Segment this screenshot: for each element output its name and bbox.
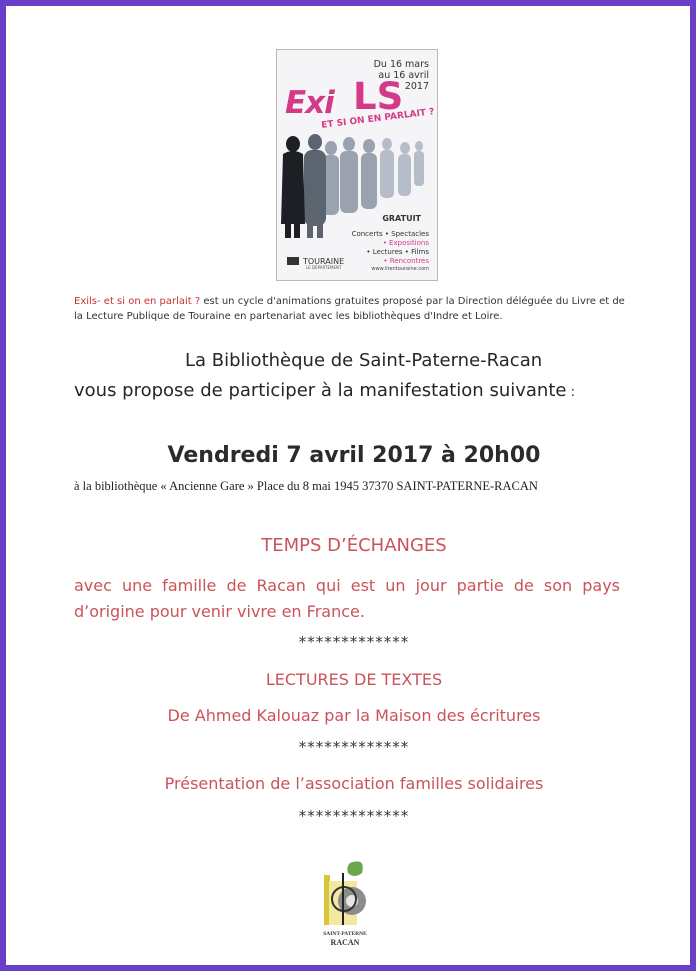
event-date: Vendredi 7 avril 2017 à 20h00	[167, 443, 541, 468]
touraine-mark-icon	[287, 257, 299, 265]
program-heading-lectures: LECTURES DE TEXTES	[265, 670, 443, 689]
poster-title-part1: Exi	[285, 85, 334, 121]
poster-date-line: au 16 avril	[378, 70, 429, 81]
separator-stars: *************	[298, 738, 410, 756]
poster-date-line: 2017	[404, 81, 429, 92]
poster-subtitle: ET SI ON EN PARLAIT ?	[320, 107, 435, 131]
saint-paterne-racan-logo	[320, 859, 370, 947]
intro-highlight: Exils- et si on en parlait ?	[74, 296, 201, 307]
poster-category: • Rencontres	[383, 257, 429, 265]
poster-brand: TOURAINE	[303, 257, 345, 266]
lead-line-2	[74, 380, 575, 401]
poster-brand-sub: LE DÉPARTEMENT	[306, 265, 342, 270]
logo-text-line1: SAINT-PATERNE	[323, 931, 367, 937]
program-paragraph-echanges: avec une famille de Racan qui est un jour partie de son pays d’origine pour venir vivre en France.	[74, 576, 620, 621]
poster-title-part2: LS	[353, 75, 404, 118]
intro-text: est un cycle d'animations gratuites proposé par la Direction déléguée du Livre et de la Lecture Publique de Touraine en partenariat avec les bibliothèques d'Indre et Loire.	[74, 296, 625, 322]
poster-website: www.lirentouraine.com	[371, 266, 429, 272]
poster-crowd-illustration	[277, 132, 437, 240]
separator-stars: *************	[298, 807, 410, 825]
program-heading-echanges: TEMPS D’ÉCHANGES	[261, 535, 447, 556]
event-poster	[276, 49, 438, 281]
logo-emblem-icon	[320, 859, 370, 931]
logo-text-line2: RACAN	[330, 938, 360, 947]
lead-line-1: La Bibliothèque de Saint-Paterne-Racan	[185, 350, 543, 371]
poster-date-line: Du 16 mars	[373, 59, 429, 70]
program-line-presentation: Présentation de l’association familles solidaires	[164, 774, 544, 793]
poster-category: Concerts • Spectacles	[351, 230, 429, 238]
poster-categories	[352, 230, 429, 266]
lead-line-2-end: :	[566, 385, 575, 400]
poster-category: • Lectures • Films	[366, 248, 429, 256]
separator-stars: *************	[298, 633, 410, 651]
poster-category: • Expositions	[382, 239, 429, 247]
poster-gratuit-badge: GRATUIT	[382, 214, 421, 223]
program-line-ahmed: De Ahmed Kalouaz par la Maison des écritures	[167, 706, 541, 725]
intro-paragraph	[74, 294, 634, 324]
lead-line-2-text: vous propose de participer à la manifestation suivante	[74, 380, 567, 401]
event-address: à la bibliothèque « Ancienne Gare » Place du 8 mai 1945 37370 SAINT-PATERNE-RACAN	[74, 479, 538, 493]
